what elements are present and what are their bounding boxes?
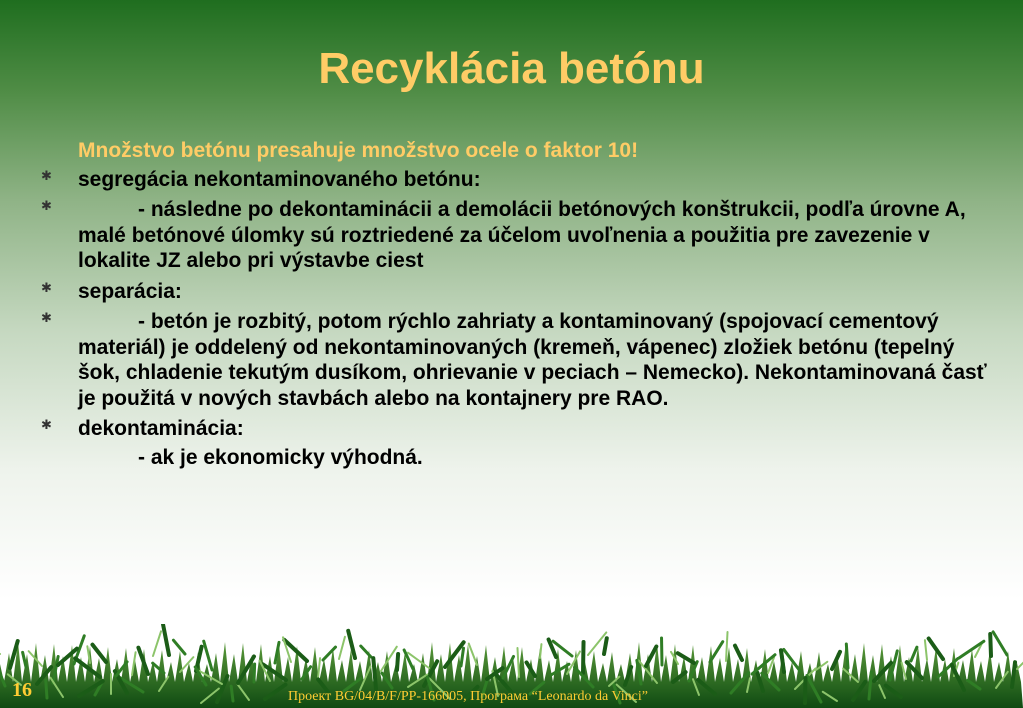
page-number: 16 [12,679,32,701]
bullet-item [41,416,988,470]
footer-text: Проект BG/04/B/F/PP-166005, Програма “Leonardo da Vinci” [288,689,648,704]
bullet-text: separácia: [78,279,182,303]
slide-title: Recyklácia betónu [318,44,705,93]
sub-bullet-text: - ak je ekonomicky výhodná. [138,445,423,469]
bullet-text: segregácia nekontaminovaného betónu: [78,167,481,191]
asterisk-bullet-icon: ✱ [41,417,52,432]
bullet-item [41,309,988,411]
asterisk-bullet-icon: ✱ [41,198,52,213]
bullet-text: - betón je rozbitý, potom rýchlo zahriaty a kontaminovaný (spojovací cementový materiál) je oddelený od nekontaminovaných (kremeň, vápenec) zložiek betónu (tepelný šok, chladenie tekutým dusíkom, ohrievanie v peciach – Nemecko). Nekontaminovaná časť je použitá v nových stavbách alebo na kontajnery pre RAO. [78,310,987,410]
asterisk-bullet-icon: ✱ [41,167,52,183]
bullet-text: dekontaminácia: [78,417,244,440]
intro-text: Množstvo betónu presahuje množstvo ocele o faktor 10! [78,139,639,162]
bullet-item [41,197,988,274]
asterisk-bullet-icon: ✱ [41,279,52,295]
grass-footer [0,624,1023,708]
slide-content [41,138,988,475]
asterisk-bullet-icon: ✱ [41,310,52,325]
bullet-item [41,279,988,305]
bullet-item [41,167,988,193]
bullet-text: - následne po dekontaminácii a demolácii betónových konštrukcii, podľa úrovne A, malé betónové úlomky sú roztriedené za účelom uvoľnenia a použitia pre zavezenie v lokalite JZ alebo pri výstavbe ciest [78,198,966,272]
